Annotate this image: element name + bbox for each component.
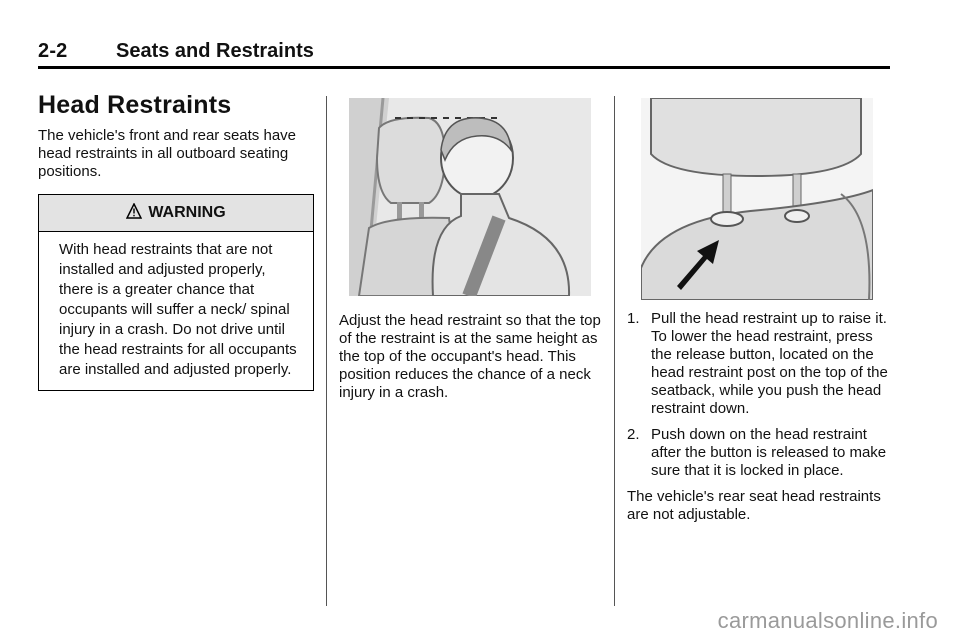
warning-text: With head restraints that are not installed and adjusted properly, there is a greater chance that occupants will suffer a neck/ spinal injury in a crash. Do not drive until the head restraints for all occupants are installed and adjusted properly. bbox=[59, 241, 297, 378]
right-column bbox=[627, 98, 891, 524]
warning-triangle-icon bbox=[126, 203, 142, 224]
head-restraint-adjustment-illustration bbox=[349, 98, 591, 296]
release-button-illustration bbox=[641, 98, 873, 300]
column-divider bbox=[326, 96, 327, 606]
column-divider bbox=[614, 96, 615, 606]
watermark: carmanualsonline.info bbox=[717, 608, 938, 633]
intro-paragraph: The vehicle's front and rear seats have head restraints in all outboard seating positions. bbox=[38, 127, 297, 180]
step-number: 1. bbox=[627, 310, 640, 327]
page-heading: Head Restraints bbox=[38, 91, 232, 119]
list-item bbox=[627, 310, 891, 418]
step-text: Push down on the head restraint after the button is released to make sure that it is locked in place. bbox=[651, 426, 887, 479]
page-number: 2-2 bbox=[38, 40, 68, 62]
adjustment-paragraph: Adjust the head restraint so that the top of the restraint is at the same height as the top of the occupant's head. This position reduces the chance of a neck injury in a crash. bbox=[339, 312, 601, 401]
rear-restraint-note: The vehicle's rear seat head restraints are not adjustable. bbox=[627, 488, 881, 523]
step-number: 2. bbox=[627, 426, 640, 443]
warning-header bbox=[39, 195, 313, 232]
section-title: Seats and Restraints bbox=[116, 40, 314, 62]
middle-column bbox=[339, 98, 601, 402]
steps-list bbox=[627, 310, 891, 480]
warning-box bbox=[38, 194, 314, 391]
list-item bbox=[627, 426, 891, 480]
left-column bbox=[38, 90, 315, 391]
warning-title: WARNING bbox=[148, 204, 226, 221]
step-text: Pull the head restraint up to raise it. To lower the head restraint, press the release button, located on the head restraint post on the top of the seatback, while you push the head restraint down. bbox=[651, 310, 888, 417]
page-header bbox=[38, 40, 890, 69]
